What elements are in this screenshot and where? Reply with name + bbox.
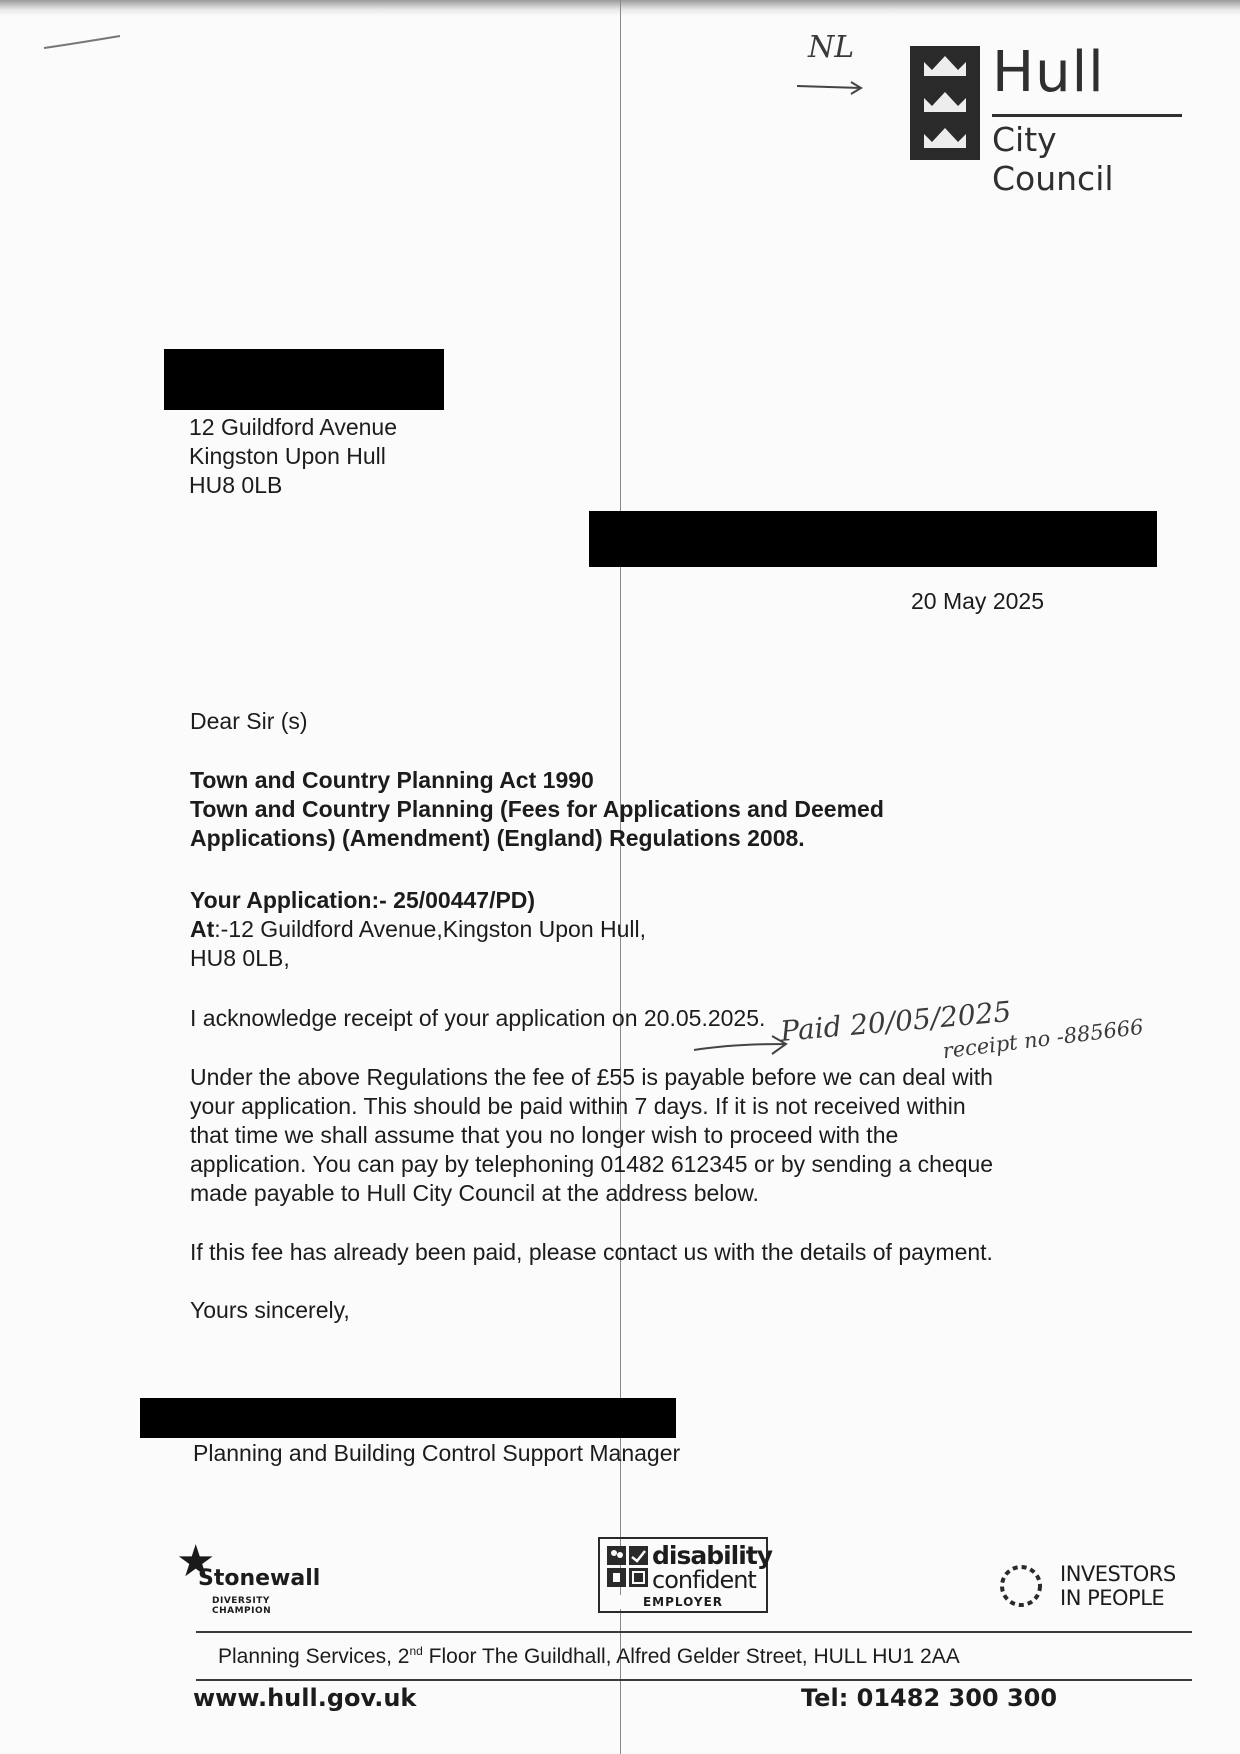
heading-line: Applications) (Amendment) (England) Regulations 2008. <box>190 825 805 851</box>
laurel-wreath-icon <box>992 1560 1050 1612</box>
site-address: :-12 Guildford Avenue,Kingston Upon Hull, <box>214 916 647 942</box>
site-postcode: HU8 0LB, <box>190 945 290 971</box>
iip-line: IN PEOPLE <box>1060 1586 1165 1610</box>
disability-confident-logo <box>598 1537 773 1613</box>
address-line: Kingston Upon Hull <box>189 443 386 469</box>
hull-city-council-logo <box>910 40 1180 198</box>
salutation: Dear Sir (s) <box>190 708 308 734</box>
footer-rule <box>196 1631 1192 1633</box>
dc-line2: confident <box>652 1566 756 1594</box>
fee-line: Under the above Regulations the fee of £55 is payable before we can deal with <box>190 1064 993 1090</box>
handwritten-underline-arrow <box>795 62 865 98</box>
star-icon: ★ <box>176 1537 216 1586</box>
handwritten-receipt-note: receipt no -885666 <box>941 1014 1145 1064</box>
application-reference <box>190 886 646 973</box>
footer-telephone: Tel: 01482 300 300 <box>801 1684 1058 1712</box>
iip-text <box>1060 1562 1176 1610</box>
logo-divider <box>992 114 1182 117</box>
footer-address-part: Floor The Guildhall, Alfred Gelder Street, HULL HU1 2AA <box>422 1645 960 1668</box>
stonewall-subtitle: DIVERSITY CHAMPION <box>212 1596 272 1616</box>
stonewall-name: Stonewall <box>198 1566 321 1591</box>
scan-fold-line <box>620 0 621 1754</box>
closing: Yours sincerely, <box>190 1297 350 1323</box>
fee-line: made payable to Hull City Council at the address below. <box>190 1180 759 1206</box>
redacted-recipient-name <box>164 349 444 410</box>
footer-website: www.hull.gov.uk <box>193 1684 417 1712</box>
scan-corner-mark <box>42 30 122 58</box>
address-postcode: HU8 0LB <box>189 472 283 498</box>
acknowledgement-paragraph: I acknowledge receipt of your application on 20.05.2025. <box>190 1005 766 1031</box>
footer-address <box>218 1644 960 1669</box>
iip-line: INVESTORS <box>1060 1562 1176 1586</box>
footer-rule <box>196 1679 1192 1681</box>
recipient-address <box>189 413 397 500</box>
already-paid-paragraph: If this fee has already been paid, please contact us with the details of payment. <box>190 1239 993 1265</box>
dc-line3: EMPLOYER <box>600 1595 766 1609</box>
disability-confident-icon <box>606 1545 650 1589</box>
at-label: At <box>190 916 215 942</box>
fee-line: that time we shall assume that you no longer wish to proceed with the <box>190 1122 899 1148</box>
handwritten-paid-note: Paid 20/05/2025 <box>779 994 1013 1049</box>
handwritten-arrow <box>692 1032 792 1062</box>
handwritten-initials: NL <box>808 30 855 65</box>
application-ref: Your Application:- 25/00447/PD) <box>190 887 536 913</box>
investors-in-people-logo <box>992 1556 1192 1612</box>
letter-headings <box>190 766 884 853</box>
heading-line: Town and Country Planning (Fees for Applications and Deemed <box>190 796 884 822</box>
dc-line1: disability <box>652 1541 773 1570</box>
redacted-reference <box>589 511 1157 567</box>
fee-paragraph <box>190 1063 1070 1208</box>
logo-subtitle: City Council <box>992 120 1114 198</box>
fee-line: application. You can pay by telephoning 01482 612345 or by sending a cheque <box>190 1151 994 1177</box>
logo-title: Hull <box>992 40 1105 105</box>
address-line: 12 Guildford Avenue <box>189 414 398 440</box>
stonewall-logo <box>176 1537 321 1616</box>
heading-line: Town and Country Planning Act 1990 <box>190 767 594 793</box>
signer-title: Planning and Building Control Support Manager <box>193 1440 681 1466</box>
footer-address-sup: nd <box>409 1644 423 1658</box>
letter-date: 20 May 2025 <box>911 588 1044 614</box>
footer-address-part: Planning Services, 2 <box>218 1645 410 1668</box>
crown-shield-icon <box>910 46 980 160</box>
redacted-signature <box>140 1398 676 1438</box>
fee-line: your application. This should be paid within 7 days. If it is not received within <box>190 1093 966 1119</box>
